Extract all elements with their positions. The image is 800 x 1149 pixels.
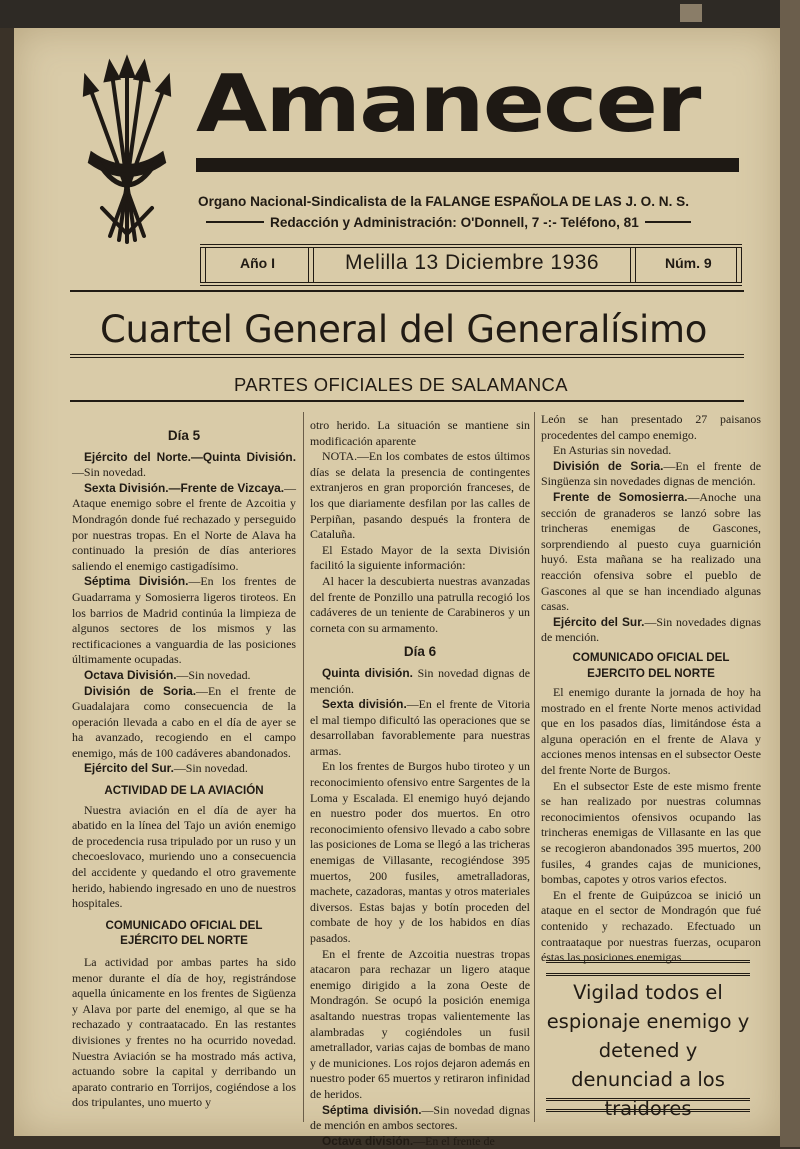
newspaper-page [14, 28, 780, 1148]
dash-rule [206, 221, 264, 223]
paragraph: Ejército del Sur.—Sin novedad. [84, 761, 248, 776]
paragraph: otro herido. La situación se mantiene sin modificación aparente [310, 418, 530, 448]
paragraph: Séptima División.—En los frentes de Guadarrama y Somosierra ligeros tiroteos. En los barrios de Madrid continúa la limpieza de algunos sectores de los mismos y las rectificaciones a vanguardia de las posiciones últimamente ocupadas. [72, 574, 296, 667]
paragraph: Séptima división.—Sin novedad dignas de mención en ambos sectores. [310, 1102, 530, 1133]
paragraph: En el subsector Este de este mismo frente se han realizado por nuestras columnas reconocimientos ofensivos ocupando las trincheras enemigas de Villasante en las que se recogieron abandonados 395 muertos, 200 fusiles, 4 grandes cajas de municiones, bombas, capotes y otros varios efectos. [541, 778, 761, 887]
paragraph: El Estado Mayor de la sexta División facilitó la siguiente información: [310, 542, 530, 573]
day-heading: Día 6 [403, 644, 437, 660]
main-headline: Cuartel General del Generalísimo [100, 308, 708, 351]
paragraph: Al hacer la descubierta nuestras avanzadas del frente de Ponzillo una patrulla recogió los cadáveres de un teniente de Carabineros y un corneta con su armamento. [310, 573, 530, 635]
yoke-and-arrows-emblem [72, 58, 182, 254]
paragraph: El enemigo durante la jornada de hoy ha mostrado en el frente Norte menos actividad que en los pasados días, limitándose ésta a alguna operación en el frente de Alava y acciones menos intensas en el subsector Oeste del frente Norte de Burgos. [541, 685, 761, 778]
masthead-rule [196, 158, 739, 172]
masthead-title: Amanecer [196, 58, 700, 151]
paragraph: División de Soria.—En el frente de Guadalajara como consecuencia de la operación llevada a cabo en el día de ayer se ha avanzado, recogiendo en el campo enemigo, más de 100 cadáveres abandonados. [72, 683, 296, 760]
column-3 [541, 412, 761, 966]
column-2 [310, 418, 530, 1149]
slogan-box-bottom-rule [546, 1098, 750, 1112]
scan-binding-clip [680, 4, 702, 22]
section-rule [70, 290, 744, 295]
issue-info-bar [200, 244, 742, 286]
info-separator [736, 248, 742, 282]
info-separator [630, 248, 636, 282]
info-separator [308, 248, 314, 282]
paragraph: Quinta división. Sin novedad dignas de mención. [310, 665, 530, 696]
headline-rule [70, 354, 744, 362]
sub-headline: PARTES OFICIALES DE SALAMANCA [234, 374, 568, 395]
masthead-address-line [200, 212, 745, 232]
paragraph: En el frente de Azcoitia nuestras tropas atacaron para rechazar un ligero ataque enemigo dirigido a la zona Oeste de Mondragón. Se ocupó la posición enemiga asaltando nuestras tropas valientemente las alambradas y cogiéndoles un fusil ametrallador, varias cajas de bombas de mano y de municiones. Los rojos dejaron además en nuestro poder 65 muertos y retiraron infinidad de heridos. [310, 946, 530, 1101]
address-text: Redacción y Administración: O'Donnell, 7 -:- Teléfono, 81 [270, 214, 639, 230]
column-1 [72, 424, 296, 1111]
paragraph: En Asturias sin novedad. [553, 443, 672, 458]
issue-year: Año I [240, 255, 275, 271]
section-heading: ACTIVIDAD DE LA AVIACIÓN [104, 784, 264, 798]
paragraph: León se han presentado 27 paisanos procedentes del campo enemigo. [541, 412, 761, 442]
column-divider [303, 412, 304, 1122]
section-heading: COMUNICADO OFICIAL DEL EJÉRCITO DEL NORTE [105, 918, 263, 948]
paragraph: NOTA.—En los combates de estos últimos días se delata la presencia de contingentes extranjeros en gran proporción franceses, de los que diariamente desfilan por las calles de Perpiñan, pasando después la frontera de Cataluña. [310, 449, 530, 542]
paragraph: Ejército del Norte.—Quinta División.—Sin novedad. [72, 449, 296, 480]
paragraph: Octava división.—En el frente de [322, 1133, 495, 1148]
dash-rule [645, 221, 691, 223]
issue-number: Núm. 9 [665, 255, 712, 271]
slogan-box-top-rule [546, 960, 750, 976]
sub-headline-rule [70, 400, 744, 402]
column-divider [534, 412, 535, 1122]
paragraph: División de Soria.—En el frente de Singüenza sin novedades dignas de mención. [541, 458, 762, 489]
day-heading: Día 5 [167, 428, 201, 443]
paragraph: Frente de Somosierra.—Anoche una sección de granaderos se lanzó sobre las trincheras enemigas de Gascones, sorprendiendo al puesto cuya guarnición huyó. Esta mañana se ha realizado una reacción ofensiva sobre el pueblo de Gascones al que se han incendiado algunas casas. [541, 489, 761, 614]
info-separator [200, 248, 206, 282]
paragraph: En los frentes de Burgos hubo tiroteo y un reconocimiento ofensivo entre Sargentes de la Loma y Escalada. El enemigo huyó dejando en nuestro poder dos muertos. En otro reconocimiento ofensivo llevado a cabo sobre las posiciones de Loma se llegó a las tricheras enemigas de Villasante, recogiéndose 395 muertos, 200 fusiles, ametralladoras, machete, cazadoras, mantas y otros materiales diversos. Estas bajas y botín proceden del combate de hoy y de los habidos en días pasados. [310, 759, 530, 945]
paragraph: Ejército del Sur.—Sin novedades dignas de mención. [541, 614, 761, 645]
issue-date: Melilla 13 Diciembre 1936 [345, 251, 600, 274]
paragraph: La actividad por ambas partes ha sido menor durante el día de hoy, registrándose aquella únicamente en los frentes de Sigüenza y Alava por parte del enemigo, al que se ha rechazado y contraatacado. En las restantes divisiones y frentes no ha ocurrido novedad. Nuestra Aviación se ha mostrado más activa, actuando sobre la capital y derribando un aparato contrario en Torrijos, cogiéndose a los dos tripulantes, uno muerto y [72, 955, 296, 1110]
paragraph: Octava División.—Sin novedad. [84, 667, 251, 682]
section-heading: COMUNICADO OFICIAL DEL EJERCITO DEL NORTE [572, 650, 730, 680]
scan-right-border [780, 0, 800, 1147]
paragraph: En el frente de Guipúzcoa se inició un ataque en el sector de Mondragón que fué contenido y rechazado. Efectuado un contraataque por nuestras fuerzas, ocuparon éstas las posiciones enemigas [541, 887, 761, 965]
masthead-organ-line: Organo Nacional-Sindicalista de la FALANGE ESPAÑOLA DE LAS J. O. N. S. [198, 194, 689, 209]
paragraph: Sexta División.—Frente de Vizcaya.—Ataque enemigo sobre el frente de Azcoitia y Mondragón donde fué rechazado y perseguido por nuestras tropas. En el Norte de Alava ha continuado la presión de días anteriores saliendo el enemigo castigadísimo. [72, 480, 296, 573]
slogan-text: Vigilad todos el espionaje enemigo y detened y denunciad a los traidores [546, 981, 750, 1120]
paragraph: Sexta división.—En el frente de Vitoria el mal tiempo dificultó las operaciones que se desarrollaban favorablemente para nuestras armas. [310, 697, 530, 758]
paragraph: Nuestra aviación en el día de ayer ha abatido en la línea del Tajo un avión enemigo de procedencia rusa tripulado por un ruso y un checoeslovaco, muriendo uno a consecuencia del accidente y quedando el otro gravemente herido, habiendo ingresado en uno de nuestros hospitales. [72, 802, 296, 911]
